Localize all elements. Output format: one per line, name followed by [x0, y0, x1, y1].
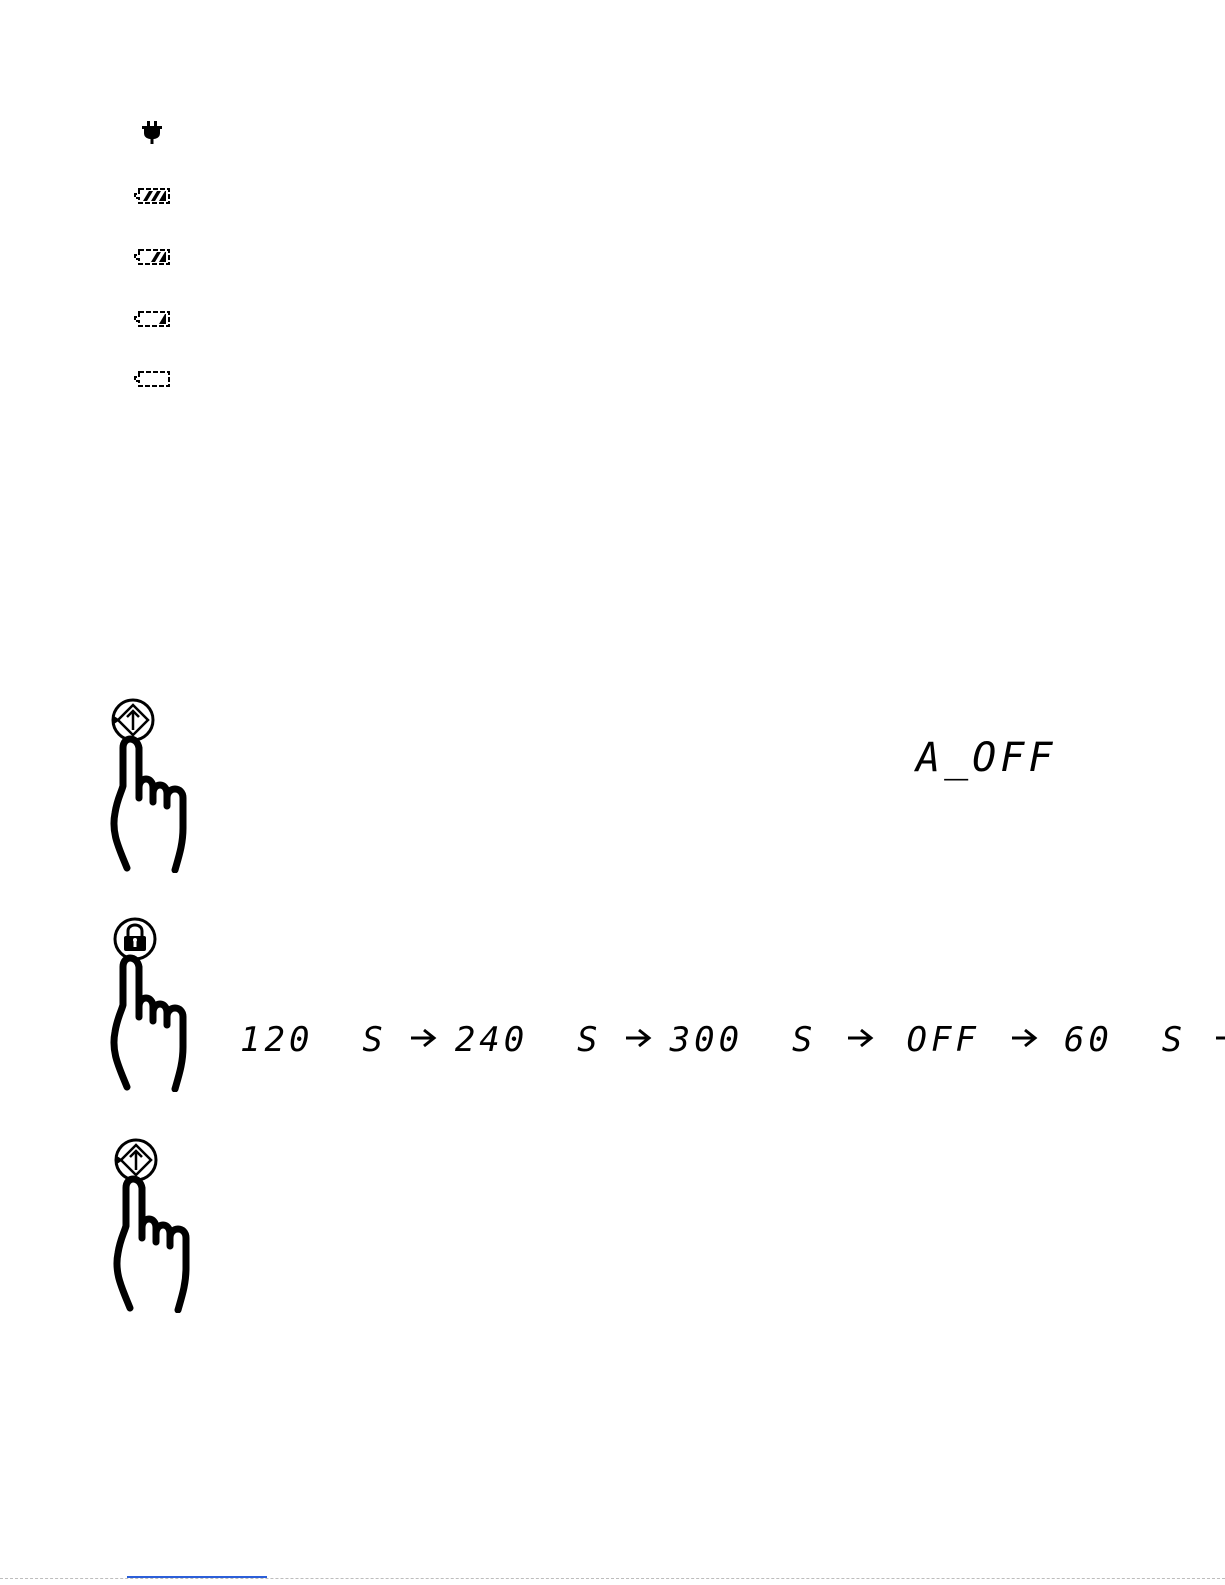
arrow-right-icon: [1214, 1027, 1225, 1053]
sequence-item: [455, 1020, 670, 1060]
sequence-value: 240 S: [454, 1020, 602, 1060]
press-mode-button-hand-icon: [106, 1138, 221, 1313]
arrow-right-icon: [1010, 1027, 1038, 1053]
mains-plug-icon: [141, 121, 163, 145]
page-bottom-rule: [0, 1578, 1225, 1579]
sequence-item: [906, 1020, 1063, 1060]
sequence-item: [670, 1020, 907, 1060]
sequence-value: 120 S: [240, 1020, 387, 1060]
battery-full-icon: [133, 187, 171, 205]
arrow-right-icon: [846, 1027, 874, 1053]
press-mode-button-hand-icon: [103, 698, 218, 873]
press-lock-button-hand-icon: [103, 917, 218, 1092]
battery-one-third-icon: [133, 310, 171, 328]
battery-empty-icon: [133, 370, 171, 388]
sequence-value: 300 S: [669, 1020, 817, 1060]
page-bottom-link-underline: [127, 1576, 267, 1578]
battery-two-thirds-icon: [133, 248, 171, 266]
arrow-right-icon: [409, 1027, 437, 1053]
sequence-value: 60 S: [1063, 1020, 1187, 1060]
sequence-value: OFF: [906, 1020, 980, 1060]
auto-off-time-sequence: [240, 1020, 1225, 1060]
sequence-item: [240, 1020, 455, 1060]
sequence-item: [1064, 1020, 1225, 1060]
arrow-right-icon: [624, 1027, 652, 1053]
lcd-display-auto-off: A_OFF: [916, 735, 1057, 781]
